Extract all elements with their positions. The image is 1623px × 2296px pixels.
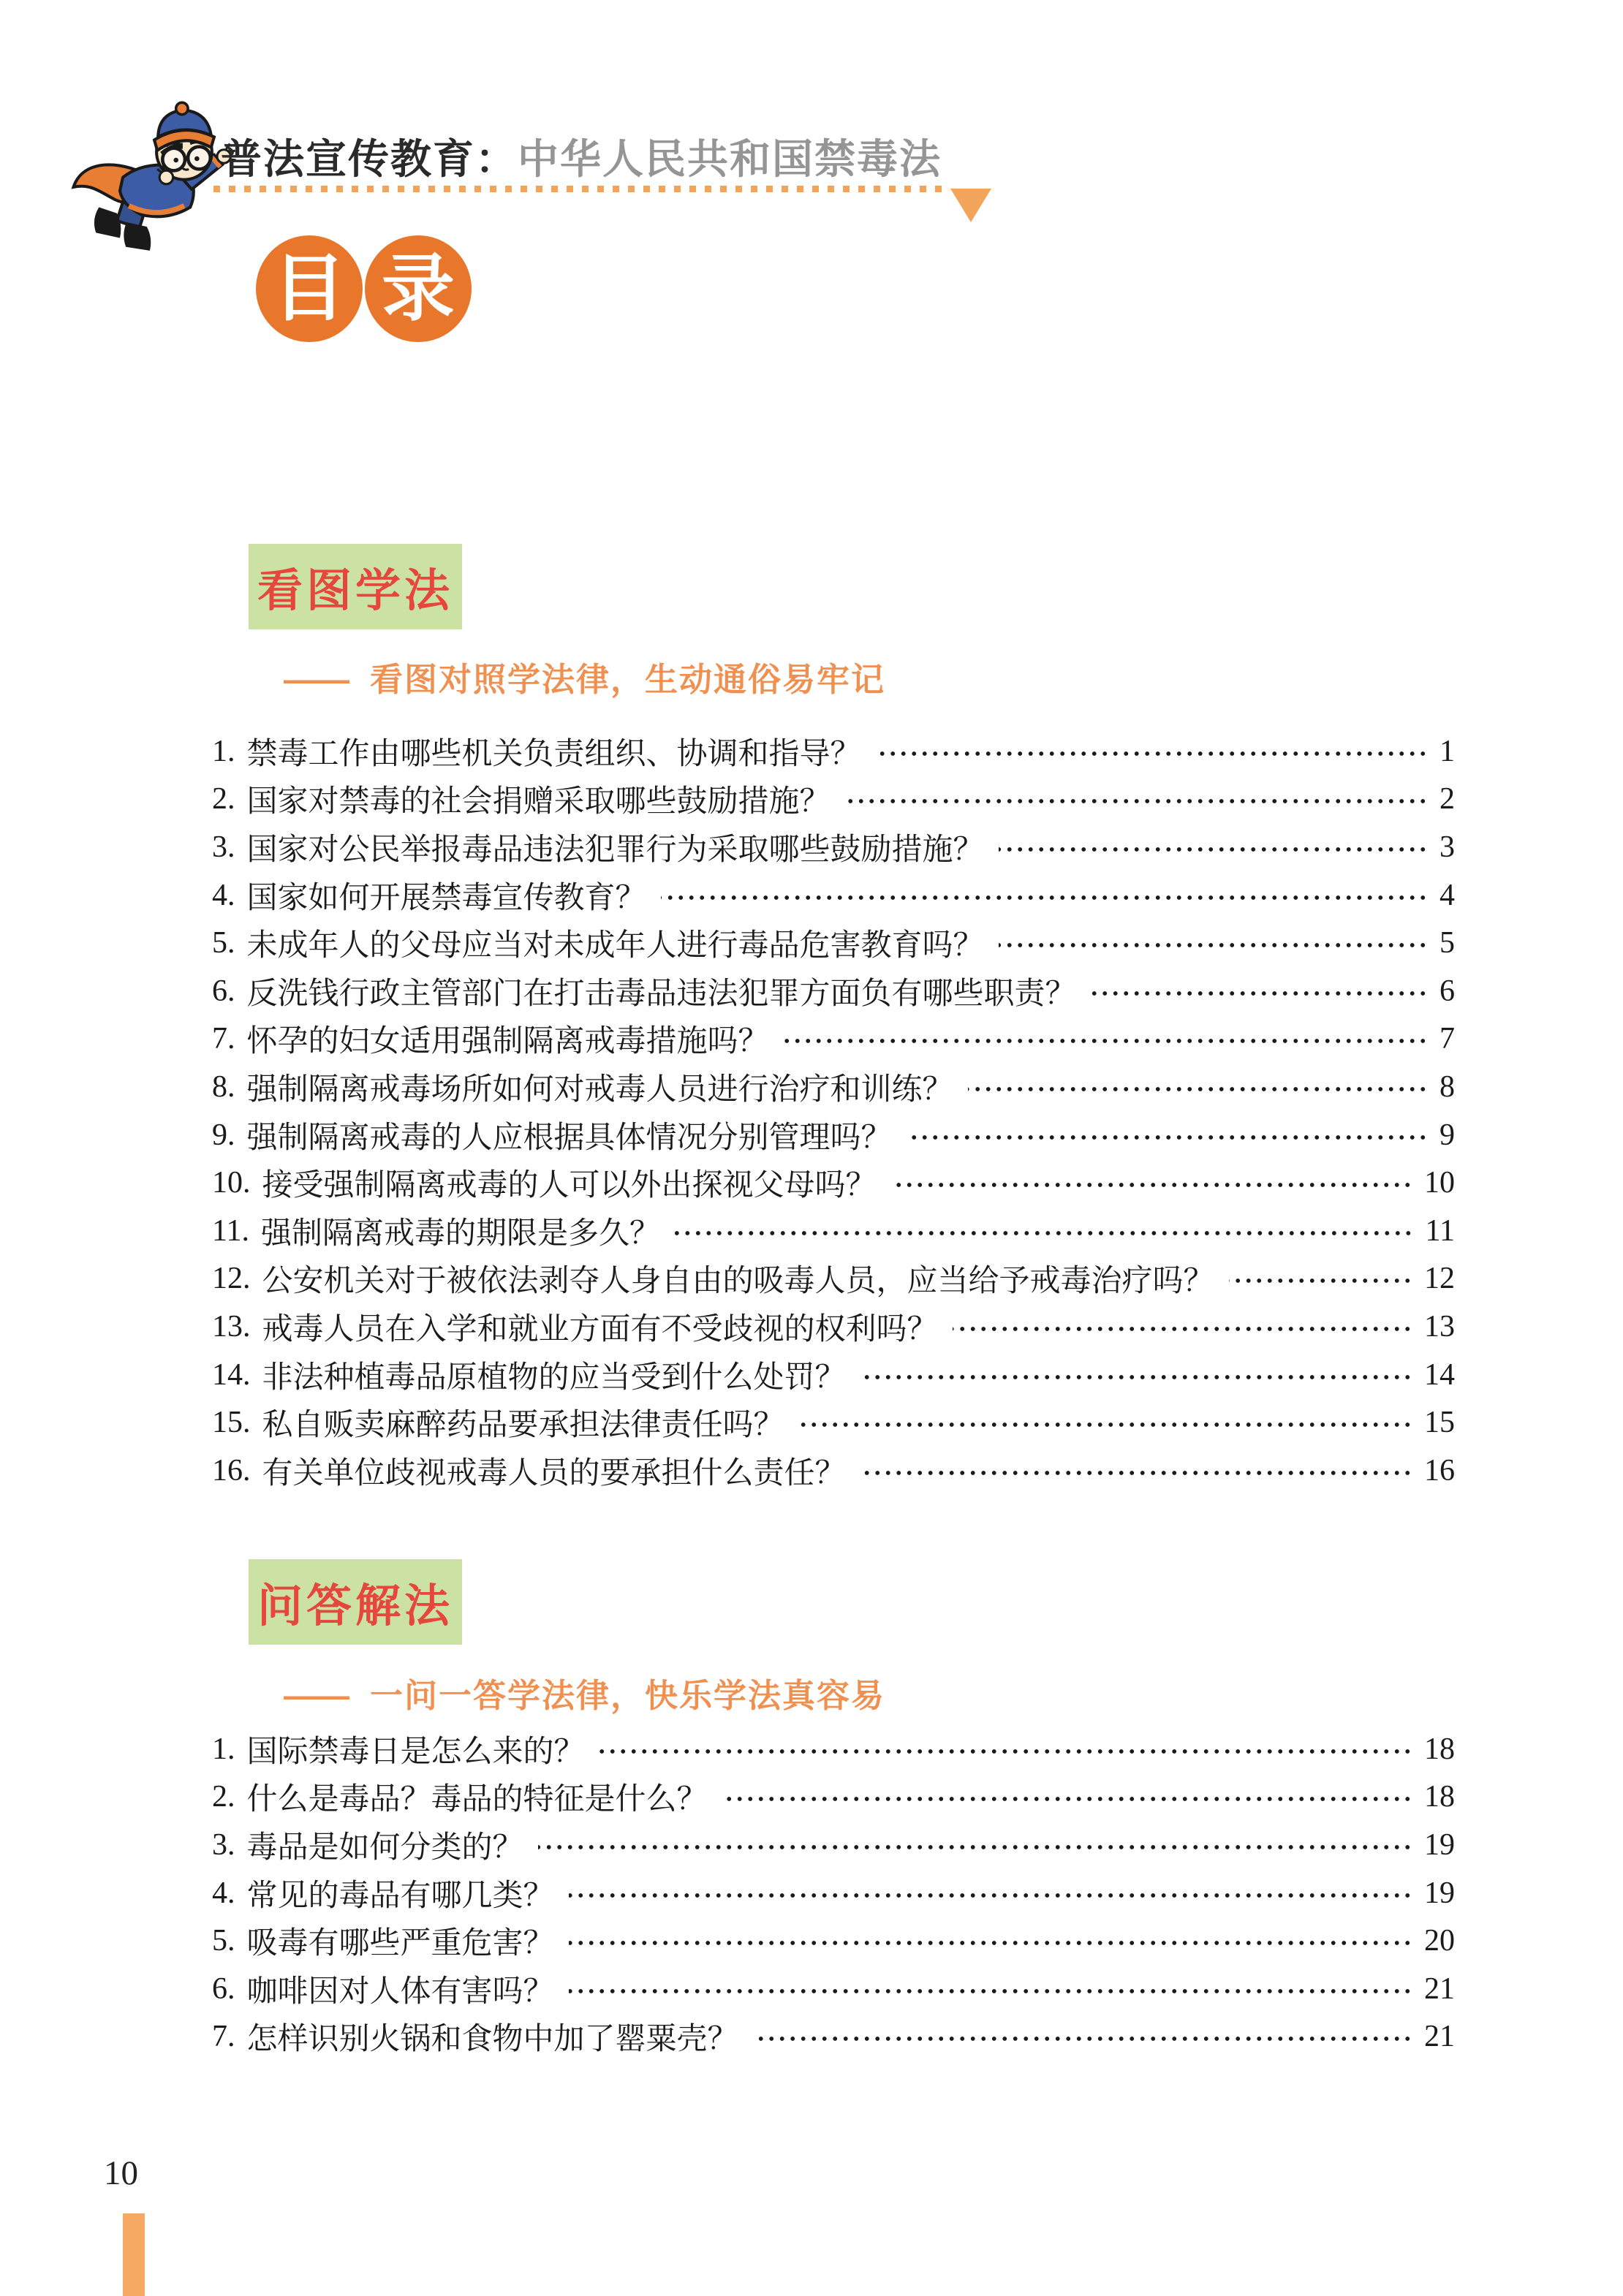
page-header-title [221, 134, 942, 185]
toc-item-page: 5 [1439, 926, 1455, 961]
toc-item-text: 常见的毒品有哪几类？ [246, 1879, 554, 1913]
toc-item-text: 戒毒人员在入学和就业方面有不受歧视的权利吗？ [262, 1312, 938, 1346]
section-2-subtitle-text: 一问一答学法律，快乐学法真容易 [370, 1677, 886, 1714]
toc-item-number: 9. [212, 1118, 235, 1152]
dot-leader [860, 1469, 1412, 1477]
dot-leader [891, 1181, 1412, 1189]
footer-accent-bar [123, 2213, 145, 2296]
toc-item-page: 11 [1425, 1213, 1455, 1248]
toc-item-page: 19 [1424, 1876, 1455, 1910]
toc-row [212, 1821, 1455, 1869]
dotted-divider [213, 186, 946, 192]
dot-leader [569, 1987, 1412, 1996]
toc-row [212, 1207, 1455, 1255]
dot-leader [907, 1133, 1428, 1142]
toc-item-page: 3 [1439, 830, 1455, 864]
toc-row [212, 1351, 1455, 1399]
toc-item-page: 4 [1439, 878, 1455, 912]
toc-row [212, 1398, 1455, 1447]
toc-item-text: 国家对禁毒的社会捐赠采取哪些鼓励措施？ [246, 785, 831, 819]
toc-row [212, 727, 1455, 776]
toc-item-page: 14 [1424, 1357, 1455, 1392]
dot-leader [538, 1843, 1412, 1852]
toc-row [212, 1447, 1455, 1495]
toc-item-text: 毒品是如何分类的？ [246, 1830, 523, 1865]
toc-item-text: 怀孕的妇女适用强制隔离戒毒措施吗？ [246, 1025, 769, 1059]
toc-item-page: 18 [1424, 1780, 1455, 1814]
toc-row [212, 1725, 1455, 1773]
down-triangle-icon [950, 189, 991, 222]
toc-item-number: 7. [212, 2020, 235, 2054]
toc-item-text: 反洗钱行政主管部门在打击毒品违法犯罪方面负有哪些职责？ [246, 977, 1076, 1011]
section-2-title-box [249, 1559, 462, 1645]
toc-badge-circle-1: 目 [256, 235, 363, 342]
toc-item-text: 有关单位歧视戒毒人员的要承担什么责任？ [262, 1456, 846, 1490]
section-2-subtitle [284, 1669, 885, 1716]
toc-row [212, 1063, 1455, 1111]
dot-leader [675, 1229, 1414, 1238]
toc-item-text: 公安机关对于被依法剥夺人身自由的吸毒人员，应当给予戒毒治疗吗？ [262, 1265, 1214, 1299]
dot-leader [1229, 1276, 1412, 1285]
toc-item-number: 5. [212, 1924, 235, 1958]
section-1-title: 看图学法 [257, 566, 453, 616]
toc-row [212, 1111, 1455, 1159]
toc-item-text: 未成年人的父母应当对未成年人进行毒品危害教育吗？ [246, 929, 984, 963]
section-1-subtitle-dash: —— [284, 661, 349, 698]
dot-leader [661, 893, 1428, 902]
toc-row [212, 1773, 1455, 1822]
toc-item-page: 21 [1424, 1971, 1455, 2006]
section-2-subtitle-dash: —— [284, 1677, 349, 1714]
toc-row [212, 1159, 1455, 1207]
toc-item-number: 1. [212, 734, 235, 768]
toc-item-number: 1. [212, 1732, 235, 1766]
toc-item-page: 8 [1439, 1069, 1455, 1104]
toc-item-page: 1 [1439, 734, 1455, 768]
dot-leader [569, 1939, 1412, 1947]
header-title-prefix: 普法宣传教育： [221, 136, 518, 182]
toc-item-page: 10 [1424, 1166, 1455, 1200]
toc-item-number: 6. [212, 1971, 235, 2006]
flying-scholar-mascot-icon [69, 94, 236, 254]
toc-row [212, 1303, 1455, 1351]
toc-item-page: 15 [1424, 1406, 1455, 1440]
toc-item-page: 7 [1439, 1022, 1455, 1056]
dot-leader [845, 797, 1428, 806]
toc-row [212, 2013, 1455, 2061]
toc-item-number: 12. [212, 1262, 251, 1296]
toc-item-text: 吸毒有哪些严重危害？ [246, 1927, 554, 1961]
toc-item-page: 9 [1439, 1118, 1455, 1152]
toc-item-number: 5. [212, 926, 235, 961]
dot-leader [784, 1037, 1428, 1045]
dot-leader [799, 1420, 1412, 1429]
toc-list-section-2 [212, 1725, 1455, 2061]
toc-item-text: 国家对公民举报毒品违法犯罪行为采取哪些鼓励措施？ [246, 833, 984, 867]
toc-item-page: 19 [1424, 1827, 1455, 1862]
toc-row [212, 1917, 1455, 1965]
toc-item-text: 禁毒工作由哪些机关负责组织、协调和指导？ [246, 737, 861, 771]
toc-item-number: 3. [212, 1827, 235, 1862]
section-1-title-box [249, 544, 462, 629]
toc-item-text: 强制隔离戒毒的期限是多久？ [260, 1216, 660, 1251]
toc-item-text: 强制隔离戒毒的人应根据具体情况分别管理吗？ [246, 1121, 892, 1155]
toc-row [212, 1965, 1455, 2013]
section-2-title: 问答解法 [257, 1581, 453, 1632]
toc-list-section-1 [212, 727, 1455, 1495]
toc-item-page: 2 [1439, 782, 1455, 817]
section-1-subtitle-text: 看图对照学法律，生动通俗易牢记 [370, 661, 886, 698]
toc-item-number: 13. [212, 1309, 251, 1344]
toc-row [212, 871, 1455, 920]
dot-leader [876, 749, 1428, 758]
toc-item-text: 强制隔离戒毒场所如何对戒毒人员进行治疗和训练？ [246, 1072, 953, 1107]
toc-item-page: 16 [1424, 1453, 1455, 1488]
toc-item-text: 国际禁毒日是怎么来的？ [246, 1735, 585, 1769]
dot-leader [753, 2034, 1412, 2043]
toc-item-page: 6 [1439, 974, 1455, 1008]
dot-leader [1091, 989, 1428, 998]
header-title-main: 中华人民共和国禁毒法 [518, 136, 942, 182]
dot-leader [722, 1795, 1412, 1803]
toc-badge-circle-2: 录 [365, 235, 472, 342]
toc-item-text: 私自贩卖麻醉药品要承担法律责任吗？ [262, 1409, 784, 1443]
toc-row [212, 1015, 1455, 1064]
dot-leader [569, 1891, 1412, 1900]
toc-item-number: 4. [212, 878, 235, 912]
toc-item-number: 6. [212, 974, 235, 1008]
toc-row [212, 1869, 1455, 1917]
toc-item-text: 怎样识别火锅和食物中加了罂粟壳？ [246, 2023, 738, 2057]
dot-leader [860, 1373, 1412, 1382]
toc-item-page: 18 [1424, 1732, 1455, 1766]
toc-row [212, 1255, 1455, 1303]
toc-row [212, 919, 1455, 967]
toc-item-text: 接受强制隔离戒毒的人可以外出探视父母吗？ [262, 1169, 877, 1203]
toc-item-number: 10. [212, 1166, 251, 1200]
toc-item-number: 2. [212, 782, 235, 817]
toc-item-page: 21 [1424, 2020, 1455, 2054]
toc-item-number: 2. [212, 1780, 235, 1814]
toc-item-number: 16. [212, 1453, 251, 1488]
toc-item-number: 15. [212, 1406, 251, 1440]
toc-title-badge [256, 235, 472, 342]
toc-item-number: 8. [212, 1069, 235, 1104]
section-1-subtitle [284, 653, 885, 700]
toc-item-page: 13 [1424, 1309, 1455, 1344]
toc-item-number: 7. [212, 1022, 235, 1056]
toc-item-number: 4. [212, 1876, 235, 1910]
toc-item-number: 11. [212, 1213, 249, 1248]
dot-leader [599, 1747, 1412, 1756]
toc-item-number: 3. [212, 830, 235, 864]
dot-leader [999, 941, 1428, 950]
toc-row [212, 776, 1455, 824]
toc-item-text: 国家如何开展禁毒宣传教育？ [246, 881, 646, 915]
toc-item-text: 非法种植毒品原植物的应当受到什么处罚？ [262, 1360, 846, 1395]
dot-leader [999, 845, 1428, 854]
toc-row [212, 823, 1455, 871]
footer-page-number: 10 [104, 2154, 138, 2192]
toc-item-number: 14. [212, 1357, 251, 1392]
toc-row [212, 967, 1455, 1015]
toc-item-text: 什么是毒品？毒品的特征是什么？ [246, 1783, 708, 1817]
dot-leader [953, 1325, 1412, 1333]
toc-item-text: 咖啡因对人体有害吗？ [246, 1974, 554, 2009]
toc-item-page: 20 [1424, 1924, 1455, 1958]
dot-leader [968, 1085, 1428, 1094]
toc-item-page: 12 [1424, 1262, 1455, 1296]
